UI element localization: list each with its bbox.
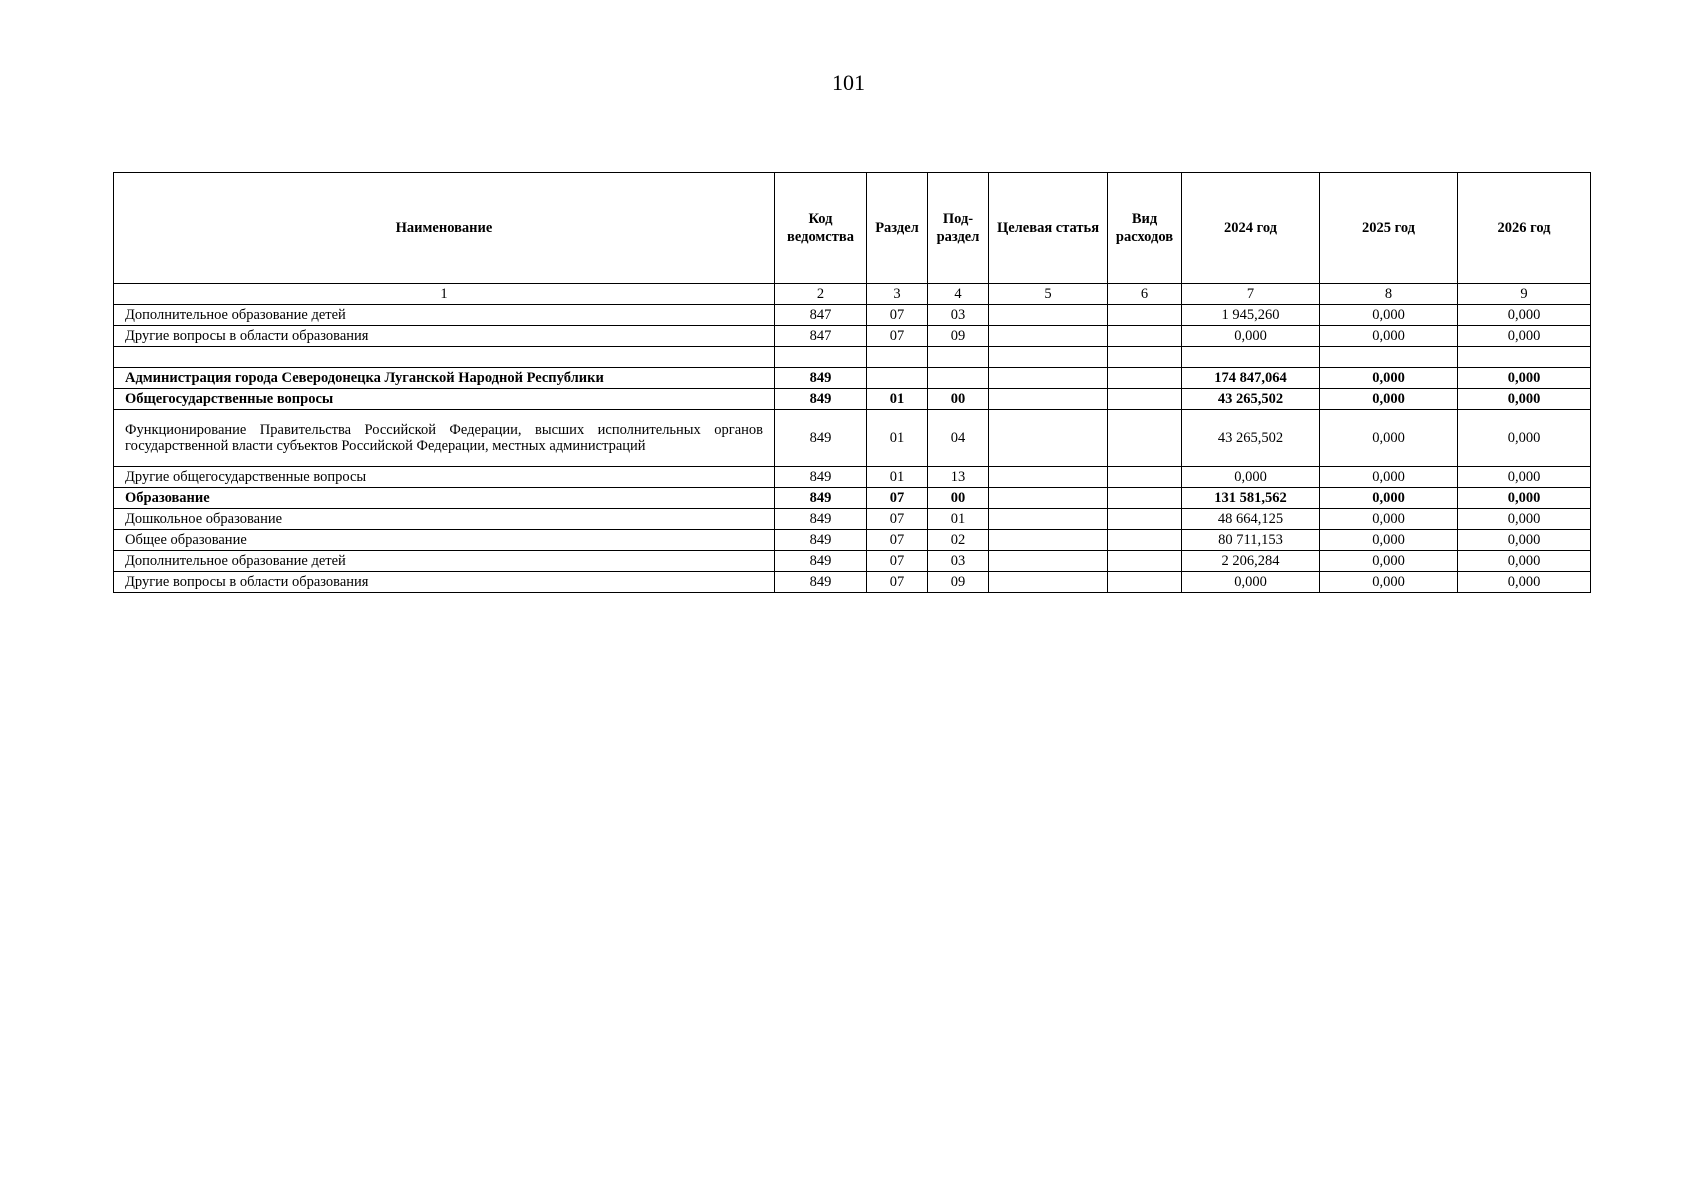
row-2024: 1 945,260 — [1182, 305, 1320, 326]
row-target — [989, 410, 1108, 467]
table-row — [114, 389, 1591, 410]
row-code: 849 — [775, 572, 867, 593]
row-target — [989, 551, 1108, 572]
page-number: 101 — [832, 70, 865, 95]
header-target: Целевая статья — [989, 173, 1108, 284]
row-expense-type — [1108, 509, 1182, 530]
row-2024: 0,000 — [1182, 467, 1320, 488]
header-dept-code: Код ведомства — [775, 173, 867, 284]
column-number: 1 — [114, 284, 775, 305]
row-2024: 43 265,502 — [1182, 389, 1320, 410]
header-name: Наименование — [114, 173, 775, 284]
table-row — [114, 410, 1591, 467]
row-subsection: 02 — [928, 530, 989, 551]
column-number: 8 — [1320, 284, 1458, 305]
row-name: Функционирование Правительства Российской Федерации, высших исполнительных органов государственной власти субъектов Российской Федерации, местных администраций — [114, 410, 775, 467]
row-subsection: 09 — [928, 572, 989, 593]
row-section: 01 — [867, 410, 928, 467]
row-target — [989, 368, 1108, 389]
row-subsection: 03 — [928, 551, 989, 572]
row-2026: 0,000 — [1458, 389, 1591, 410]
row-code: 849 — [775, 389, 867, 410]
row-name: Общее образование — [114, 530, 775, 551]
row-target — [989, 389, 1108, 410]
row-2025: 0,000 — [1320, 467, 1458, 488]
row-name: Дополнительное образование детей — [114, 305, 775, 326]
empty-cell — [1108, 347, 1182, 368]
row-name: Другие общегосударственные вопросы — [114, 467, 775, 488]
row-code: 847 — [775, 305, 867, 326]
row-section: 07 — [867, 572, 928, 593]
row-expense-type — [1108, 530, 1182, 551]
empty-cell — [928, 347, 989, 368]
header-2024: 2024 год — [1182, 173, 1320, 284]
row-section: 01 — [867, 467, 928, 488]
column-number: 3 — [867, 284, 928, 305]
row-subsection: 13 — [928, 467, 989, 488]
row-subsection: 04 — [928, 410, 989, 467]
row-2026: 0,000 — [1458, 326, 1591, 347]
row-2026: 0,000 — [1458, 530, 1591, 551]
table-row — [114, 368, 1591, 389]
column-number: 9 — [1458, 284, 1591, 305]
row-code: 849 — [775, 368, 867, 389]
header-subsection: Под-раздел — [928, 173, 989, 284]
row-2026: 0,000 — [1458, 410, 1591, 467]
row-2025: 0,000 — [1320, 488, 1458, 509]
row-2025: 0,000 — [1320, 551, 1458, 572]
table-row — [114, 509, 1591, 530]
row-target — [989, 530, 1108, 551]
table-header-row — [114, 173, 1591, 284]
row-2024: 131 581,562 — [1182, 488, 1320, 509]
row-expense-type — [1108, 389, 1182, 410]
empty-cell — [775, 347, 867, 368]
row-code: 849 — [775, 530, 867, 551]
budget-table — [113, 172, 1591, 593]
row-subsection: 09 — [928, 326, 989, 347]
row-name: Другие вопросы в области образования — [114, 572, 775, 593]
row-expense-type — [1108, 305, 1182, 326]
row-subsection — [928, 368, 989, 389]
row-expense-type — [1108, 488, 1182, 509]
row-2025: 0,000 — [1320, 305, 1458, 326]
row-2024: 43 265,502 — [1182, 410, 1320, 467]
row-2026: 0,000 — [1458, 305, 1591, 326]
row-name: Образование — [114, 488, 775, 509]
empty-cell — [1320, 347, 1458, 368]
row-code: 849 — [775, 467, 867, 488]
table-row — [114, 530, 1591, 551]
table-row — [114, 551, 1591, 572]
empty-cell — [867, 347, 928, 368]
header-2025: 2025 год — [1320, 173, 1458, 284]
row-subsection: 03 — [928, 305, 989, 326]
table-row — [114, 467, 1591, 488]
empty-cell — [1458, 347, 1591, 368]
row-target — [989, 572, 1108, 593]
row-code: 849 — [775, 488, 867, 509]
table-row — [114, 305, 1591, 326]
row-subsection: 00 — [928, 488, 989, 509]
table-row — [114, 572, 1591, 593]
row-section: 07 — [867, 326, 928, 347]
row-section: 01 — [867, 389, 928, 410]
header-expense-type: Вид расходов — [1108, 173, 1182, 284]
column-number: 6 — [1108, 284, 1182, 305]
row-2026: 0,000 — [1458, 368, 1591, 389]
row-2024: 80 711,153 — [1182, 530, 1320, 551]
row-expense-type — [1108, 326, 1182, 347]
empty-cell — [989, 347, 1108, 368]
row-section: 07 — [867, 488, 928, 509]
row-target — [989, 326, 1108, 347]
row-name: Дополнительное образование детей — [114, 551, 775, 572]
row-name: Общегосударственные вопросы — [114, 389, 775, 410]
empty-cell — [1182, 347, 1320, 368]
row-section — [867, 368, 928, 389]
row-2024: 174 847,064 — [1182, 368, 1320, 389]
row-expense-type — [1108, 572, 1182, 593]
row-target — [989, 509, 1108, 530]
row-2026: 0,000 — [1458, 551, 1591, 572]
column-number: 4 — [928, 284, 989, 305]
row-2026: 0,000 — [1458, 488, 1591, 509]
row-2024: 0,000 — [1182, 326, 1320, 347]
row-2024: 2 206,284 — [1182, 551, 1320, 572]
row-target — [989, 305, 1108, 326]
column-number: 2 — [775, 284, 867, 305]
row-expense-type — [1108, 368, 1182, 389]
row-name: Дошкольное образование — [114, 509, 775, 530]
row-section: 07 — [867, 509, 928, 530]
row-section: 07 — [867, 551, 928, 572]
row-2025: 0,000 — [1320, 326, 1458, 347]
row-section: 07 — [867, 305, 928, 326]
row-2025: 0,000 — [1320, 410, 1458, 467]
row-2025: 0,000 — [1320, 509, 1458, 530]
row-target — [989, 488, 1108, 509]
empty-cell — [114, 347, 775, 368]
row-expense-type — [1108, 551, 1182, 572]
row-name: Другие вопросы в области образования — [114, 326, 775, 347]
row-2026: 0,000 — [1458, 509, 1591, 530]
row-code: 849 — [775, 509, 867, 530]
row-subsection: 00 — [928, 389, 989, 410]
empty-row — [114, 347, 1591, 368]
row-target — [989, 467, 1108, 488]
row-code: 849 — [775, 410, 867, 467]
row-2024: 0,000 — [1182, 572, 1320, 593]
row-name: Администрация города Северодонецка Луганской Народной Республики — [114, 368, 775, 389]
row-expense-type — [1108, 467, 1182, 488]
row-2025: 0,000 — [1320, 368, 1458, 389]
row-subsection: 01 — [928, 509, 989, 530]
row-2026: 0,000 — [1458, 467, 1591, 488]
column-number: 7 — [1182, 284, 1320, 305]
table-row — [114, 488, 1591, 509]
row-code: 849 — [775, 551, 867, 572]
header-2026: 2026 год — [1458, 173, 1591, 284]
row-2025: 0,000 — [1320, 389, 1458, 410]
column-number: 5 — [989, 284, 1108, 305]
header-section: Раздел — [867, 173, 928, 284]
row-2024: 48 664,125 — [1182, 509, 1320, 530]
row-2025: 0,000 — [1320, 572, 1458, 593]
row-expense-type — [1108, 410, 1182, 467]
row-2025: 0,000 — [1320, 530, 1458, 551]
row-2026: 0,000 — [1458, 572, 1591, 593]
row-section: 07 — [867, 530, 928, 551]
table-row — [114, 326, 1591, 347]
row-code: 847 — [775, 326, 867, 347]
column-number-row — [114, 284, 1591, 305]
